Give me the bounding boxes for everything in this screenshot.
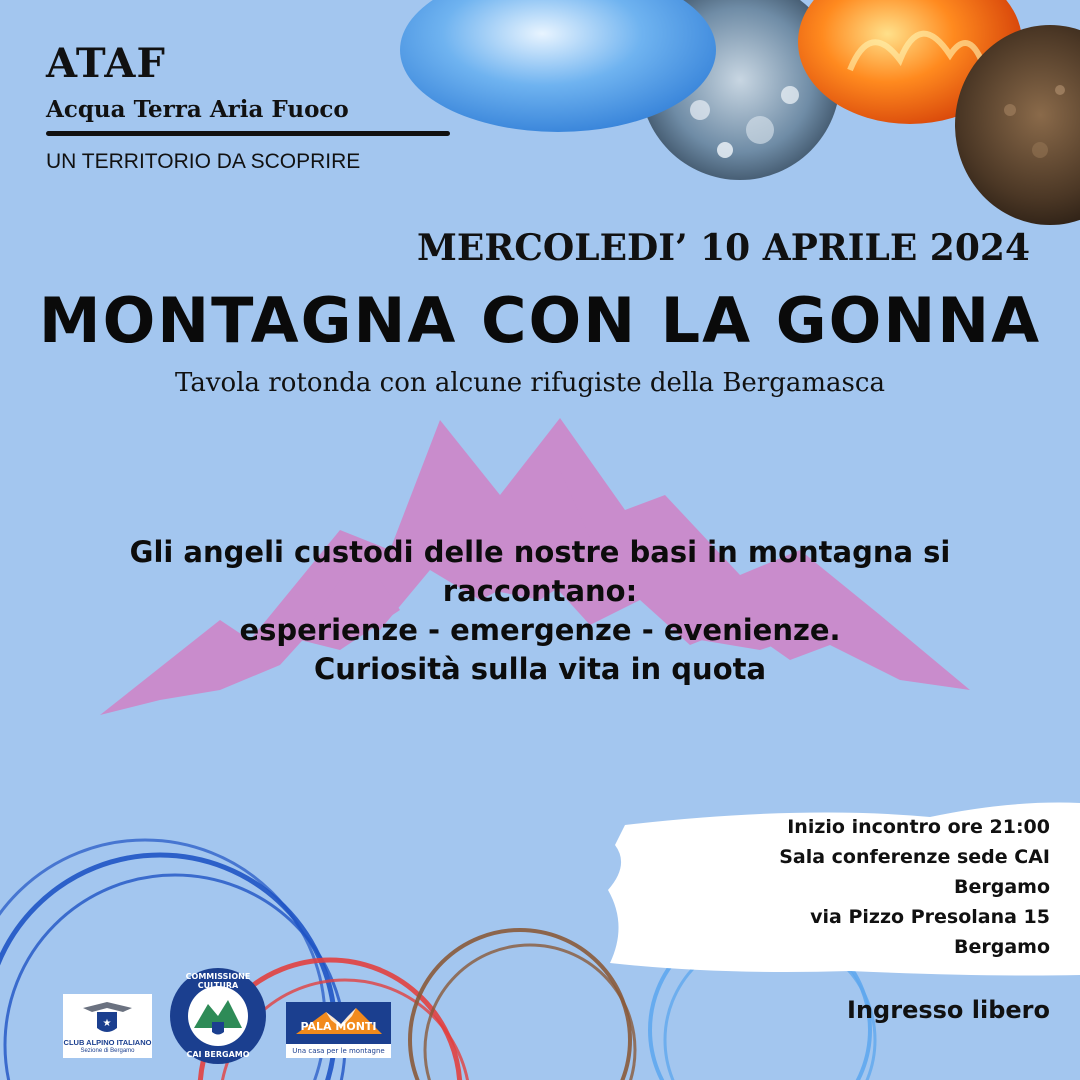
event-title: MONTAGNA CON LA GONNA (38, 284, 1042, 357)
svg-text:★: ★ (102, 1018, 112, 1029)
cai-logo-name: CLUB ALPINO ITALIANO (63, 1038, 152, 1047)
description-line: Gli angeli custodi delle nostre basi in montagna si (129, 535, 951, 569)
cai-logo-sub: Sezione di Bergamo (80, 1048, 135, 1054)
info-line: Bergamo (953, 936, 1050, 958)
commissione-logo-top: COMMISSIONE CULTURA (185, 972, 251, 990)
brand-divider (46, 131, 450, 136)
palamonti-logo-name: PALA MONTI (300, 1020, 377, 1033)
description-line: Curiosità sulla vita in quota (313, 652, 767, 686)
event-info (710, 812, 1050, 962)
commissione-logo-bottom: CAI BERGAMO (186, 1050, 250, 1059)
free-entry: Ingresso libero (847, 996, 1050, 1024)
info-line: Inizio incontro ore 21:00 (787, 816, 1050, 838)
brand-tagline: UN TERRITORIO DA SCOPRIRE (46, 150, 361, 173)
cai-logo (63, 994, 152, 1058)
brand-subtitle: Acqua Terra Aria Fuoco (46, 96, 349, 123)
palamonti-logo-tagline: Una casa per le montagne (286, 1044, 391, 1058)
event-subtitle: Tavola rotonda con alcune rifugiste della Bergamasca (175, 368, 885, 398)
description-line: esperienze - emergenze - evenienze. (239, 613, 841, 647)
brand-title: ATAF (46, 40, 166, 87)
info-line: Bergamo (953, 876, 1050, 898)
event-date: MERCOLEDI’ 10 APRILE 2024 (417, 227, 1030, 269)
palamonti-logo (286, 1002, 391, 1058)
commissione-cultura-logo (168, 966, 268, 1066)
info-line: Sala conferenze sede CAI (779, 846, 1050, 868)
event-description (60, 533, 1020, 689)
info-line: via Pizzo Presolana 15 (810, 906, 1050, 928)
description-line: raccontano: (442, 574, 638, 608)
